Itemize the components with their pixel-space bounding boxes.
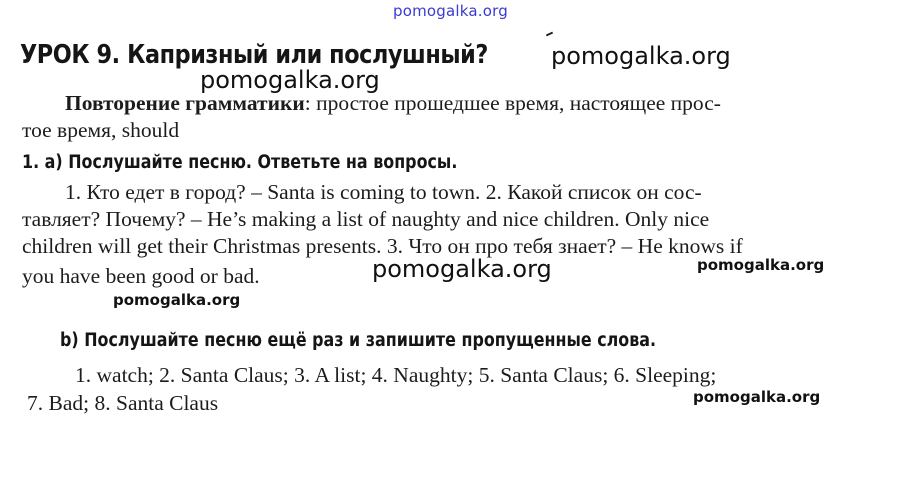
watermark-right-1: pomogalka.org bbox=[697, 256, 825, 274]
task-a-heading: 1. а) Послушайте песню. Ответьте на вопросы. bbox=[22, 152, 458, 173]
task-b-heading: b) Послушайте песню ещё раз и запишите пропущенные слова. bbox=[60, 330, 657, 351]
task-a-line-1: 1. Кто едет в город? – Santa is coming to town. 2. Какой список он сос- bbox=[65, 180, 702, 204]
grammar-line-1 bbox=[65, 91, 721, 116]
scan-mark bbox=[546, 32, 553, 37]
task-a-line-2: тавляет? Почему? – He’s making a list of naughty and nice children. Only nice bbox=[22, 207, 710, 231]
watermark-top: pomogalka.org bbox=[393, 2, 508, 20]
task-b-line-1: 1. watch; 2. Santa Claus; 3. A list; 4. Naughty; 5. Santa Claus; 6. Sleeping; bbox=[75, 363, 717, 387]
lesson-title: УРОК 9. Капризный или послушный? bbox=[20, 40, 488, 70]
task-a-line-4: you have been good or bad. bbox=[22, 264, 260, 288]
watermark-right-2: pomogalka.org bbox=[693, 388, 821, 406]
task-a-line-3: children will get their Christmas presents. 3. Что он про тебя знает? – He knows if bbox=[22, 234, 743, 258]
grammar-label: Повторение грамматики bbox=[65, 91, 305, 115]
watermark-left: pomogalka.org bbox=[113, 291, 241, 309]
watermark-middle: pomogalka.org bbox=[372, 255, 552, 283]
grammar-topics: : простое прошедшее время, настоящее прос- bbox=[304, 91, 721, 115]
task-b-line-2: 7. Bad; 8. Santa Claus bbox=[27, 391, 219, 415]
watermark-under-title: pomogalka.org bbox=[200, 66, 380, 94]
watermark-title-right: pomogalka.org bbox=[551, 42, 731, 70]
grammar-line-2: тое время, should bbox=[22, 118, 180, 142]
